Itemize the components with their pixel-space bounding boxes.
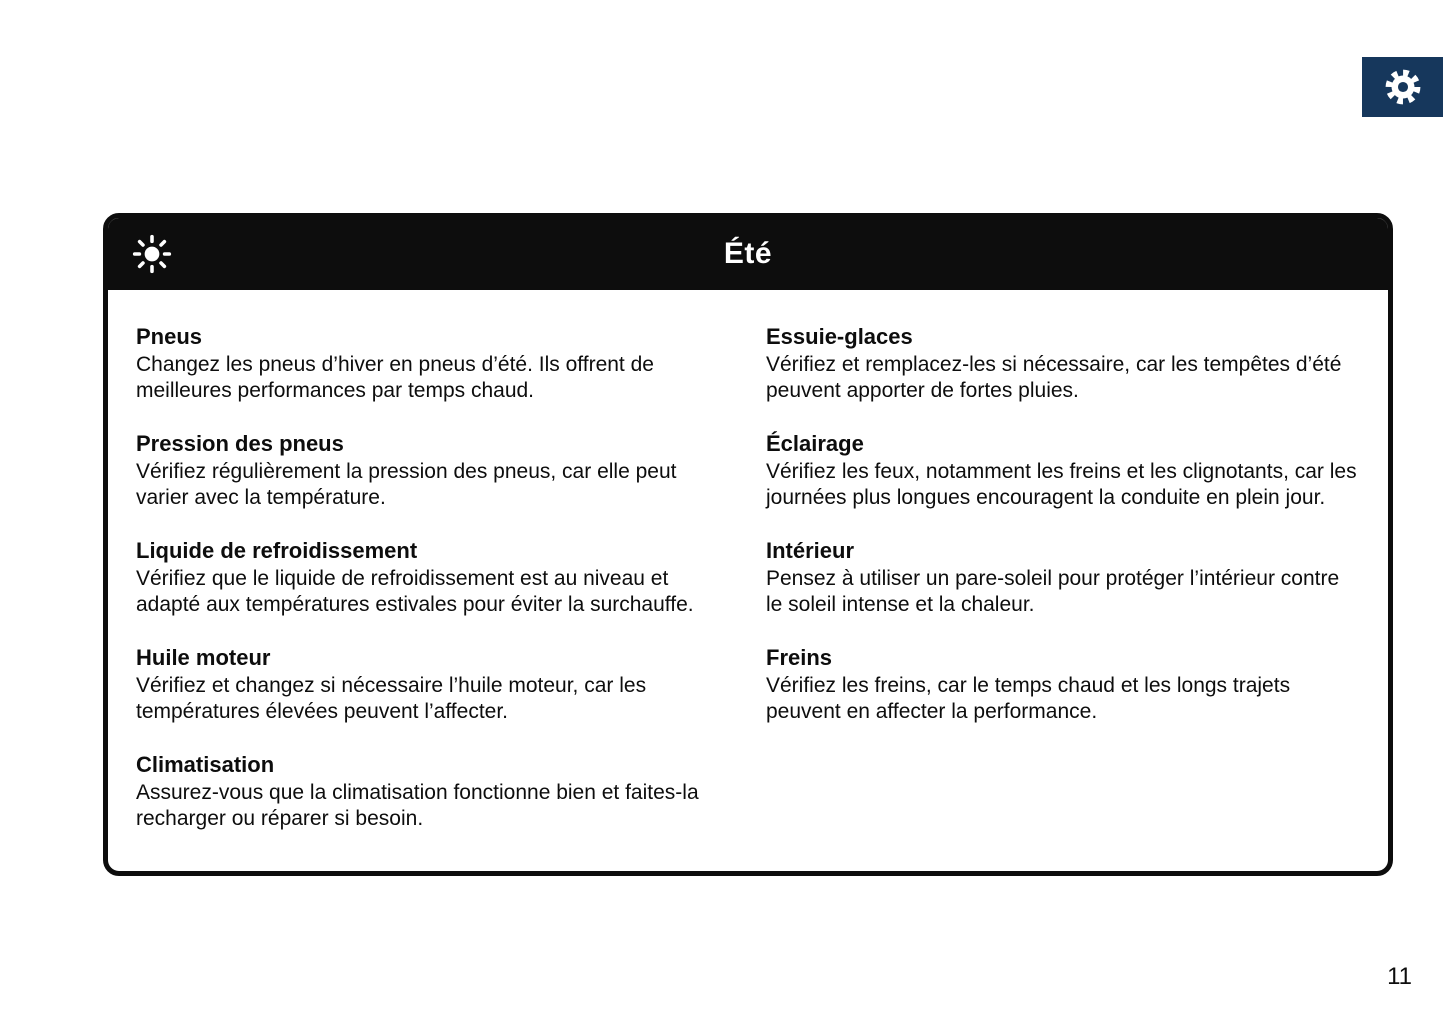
- section-body: Vérifiez régulièrement la pression des pneus, car elle peut varier avec la température.: [136, 460, 677, 509]
- section-pneus: [136, 324, 734, 404]
- section-eclairage: [766, 431, 1360, 511]
- section-interieur: [766, 538, 1360, 618]
- section-heading: Huile moteur: [136, 645, 271, 670]
- section-heading: Essuie-glaces: [766, 324, 913, 349]
- page-number: 11: [1387, 963, 1412, 990]
- section-climatisation: [136, 752, 734, 832]
- section-heading: Freins: [766, 645, 833, 670]
- section-body: Vérifiez les freins, car le temps chaud et les longs trajets peuvent en affecter la performance.: [766, 674, 1291, 723]
- section-heading: Liquide de refroidissement: [136, 538, 418, 563]
- section-heading: Intérieur: [766, 538, 855, 563]
- gear-badge: [1362, 57, 1443, 117]
- section-heading: Climatisation: [136, 752, 275, 777]
- section-freins: [766, 645, 1360, 725]
- card-header: [108, 218, 1388, 290]
- section-liquide-de-refroidissement: [136, 538, 734, 618]
- section-body: Vérifiez et remplacez-les si nécessaire, car les tempêtes d’été peuvent apporter de fortes pluies.: [766, 353, 1342, 402]
- section-heading: Éclairage: [766, 431, 864, 456]
- section-heading: Pneus: [136, 324, 203, 349]
- section-body: Pensez à utiliser un pare-soleil pour protéger l’intérieur contre le soleil intense et la chaleur.: [766, 567, 1340, 616]
- section-heading: Pression des pneus: [136, 431, 344, 456]
- card-body: [108, 290, 1388, 859]
- section-huile-moteur: [136, 645, 734, 725]
- section-pression-des-pneus: [136, 431, 734, 511]
- summer-checklist-card: [103, 213, 1393, 876]
- section-body: Assurez-vous que la climatisation fonctionne bien et faites-la recharger ou réparer si besoin.: [136, 781, 699, 830]
- left-column: [136, 324, 734, 859]
- card-title: Été: [723, 237, 773, 270]
- gear-icon: [1381, 65, 1425, 109]
- section-essuie-glaces: [766, 324, 1360, 404]
- right-column: [766, 324, 1360, 859]
- section-body: Vérifiez et changez si nécessaire l’huile moteur, car les températures élevées peuvent l’affecter.: [136, 674, 647, 723]
- section-body: Vérifiez les feux, notamment les freins et les clignotants, car les journées plus longues encouragent la conduite en plein jour.: [766, 460, 1357, 509]
- section-body: Changez les pneus d’hiver en pneus d’été. Ils offrent de meilleures performances par temps chaud.: [136, 353, 654, 402]
- section-body: Vérifiez que le liquide de refroidissement est au niveau et adapté aux températures estivales pour éviter la surchauffe.: [136, 567, 694, 616]
